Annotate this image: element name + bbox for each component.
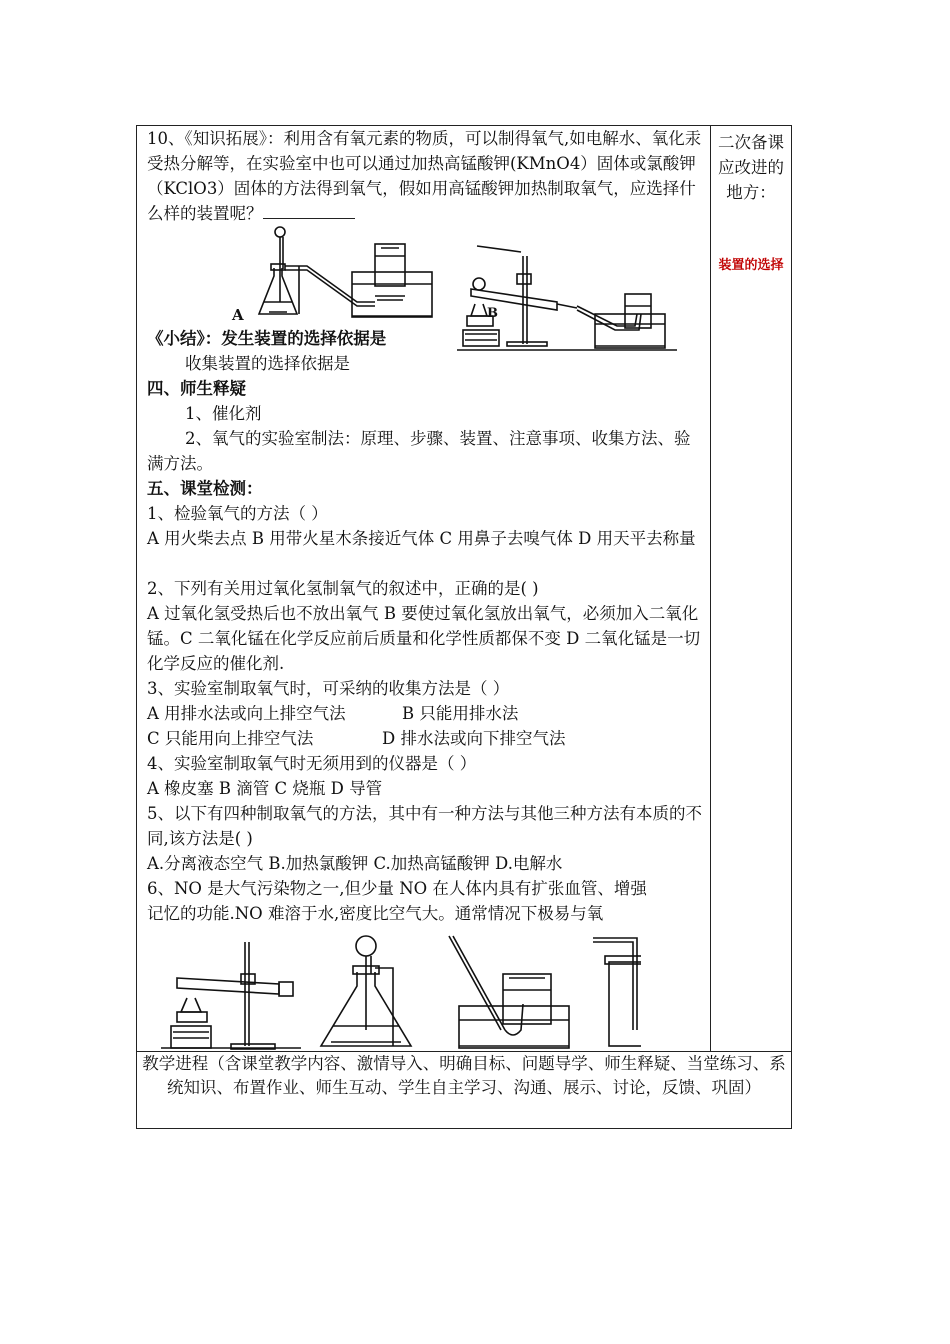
- side-notes-cell: [711, 126, 792, 1052]
- question-1: 1、检验氧气的方法（ ）: [147, 504, 328, 523]
- lesson-table: [136, 125, 792, 1129]
- question-2: 2、下列有关用过氧化氢制氧气的叙述中，正确的是( ): [147, 579, 539, 598]
- question-10-text: 10、《知识拓展》：利用含有氧元素的物质，可以制得氧气,如电解水、氧化汞受热分解等，在实验室中也可以通过加热高锰酸钾(KMnO4）固体或氯酸钾（KClO3）固体的方法得到氧气，假如用高锰酸钾加热制取氧气，应选择什么样的装置呢？: [147, 129, 702, 223]
- question-10: [147, 126, 703, 226]
- summary-line-1-text: 《小结》：发生装置的选择依据是: [147, 329, 387, 348]
- teaching-process-cell: [137, 1052, 792, 1129]
- question-3-option-c: C 只能用向上排空气法: [147, 729, 314, 748]
- section-4-heading: 四、师生释疑: [147, 379, 246, 398]
- question-3: 3、实验室制取氧气时，可采纳的收集方法是（ ）: [147, 679, 510, 698]
- summary-line-1: [147, 326, 704, 351]
- question-3-option-a: A 用排水法或向上排空气法: [147, 704, 346, 723]
- summary-line-2: 收集装置的选择依据是: [185, 354, 350, 373]
- answer-blank: [263, 202, 355, 219]
- side-notes-annotation: 装置的选择: [718, 258, 784, 273]
- apparatus-row-figure: [161, 934, 641, 1054]
- apparatus-figure-a: [247, 224, 437, 324]
- question-1-options: A 用火柴去点 B 用带火星木条接近气体 C 用鼻子去嗅气体 D 用天平去称量: [147, 529, 696, 548]
- question-5-options: A.分离液态空气 B.加热氯酸钾 C.加热高锰酸钾 D.电解水: [147, 854, 563, 873]
- figure-a-label: A: [232, 306, 244, 324]
- question-5: 5、以下有四种制取氧气的方法，其中有一种方法与其他三种方法有本质的不同,该方法是( ): [147, 804, 702, 848]
- section-4-item-1: 1、催化剂: [185, 404, 262, 423]
- section-4-item-2: 2、氧气的实验室制法：原理、步骤、装置、注意事项、收集方法、验满方法。: [147, 429, 691, 473]
- question-4-options: A 橡皮塞 B 滴管 C 烧瓶 D 导管: [147, 779, 383, 798]
- main-content-cell: [137, 126, 711, 1052]
- figure-b-label: B: [487, 306, 498, 321]
- question-4: 4、实验室制取氧气时无须用到的仪器是（ ）: [147, 754, 477, 773]
- question-6-line-2: 记忆的功能.NO 难溶于水,密度比空气大。通常情况下极易与氧: [147, 904, 604, 923]
- teaching-process-text: 教学进程（含课堂教学内容、激情导入、明确目标、问题导学、师生释疑、当堂练习、系统知识、布置作业、师生互动、学生自主学习、沟通、展示、讨论，反馈、巩固）: [142, 1054, 786, 1097]
- question-2-options: A 过氧化氢受热后也不放出氧气 B 要使过氧化氢放出氧气，必须加入二氧化锰。C 二氧化锰在化学反应前后质量和化学性质都保不变 D 二氧化锰是一切化学反应的催化剂.: [147, 604, 701, 673]
- question-3-option-b: B 只能用排水法: [402, 704, 519, 723]
- question-6-line-1: 6、NO 是大气污染物之一,但少量 NO 在人体内具有扩张血管、增强: [147, 879, 647, 898]
- side-notes-title: 二次备课应改进的地方：: [718, 133, 784, 202]
- question-3-option-d: D 排水法或向下排空气法: [382, 729, 566, 748]
- section-5-heading: 五、课堂检测：: [147, 479, 263, 498]
